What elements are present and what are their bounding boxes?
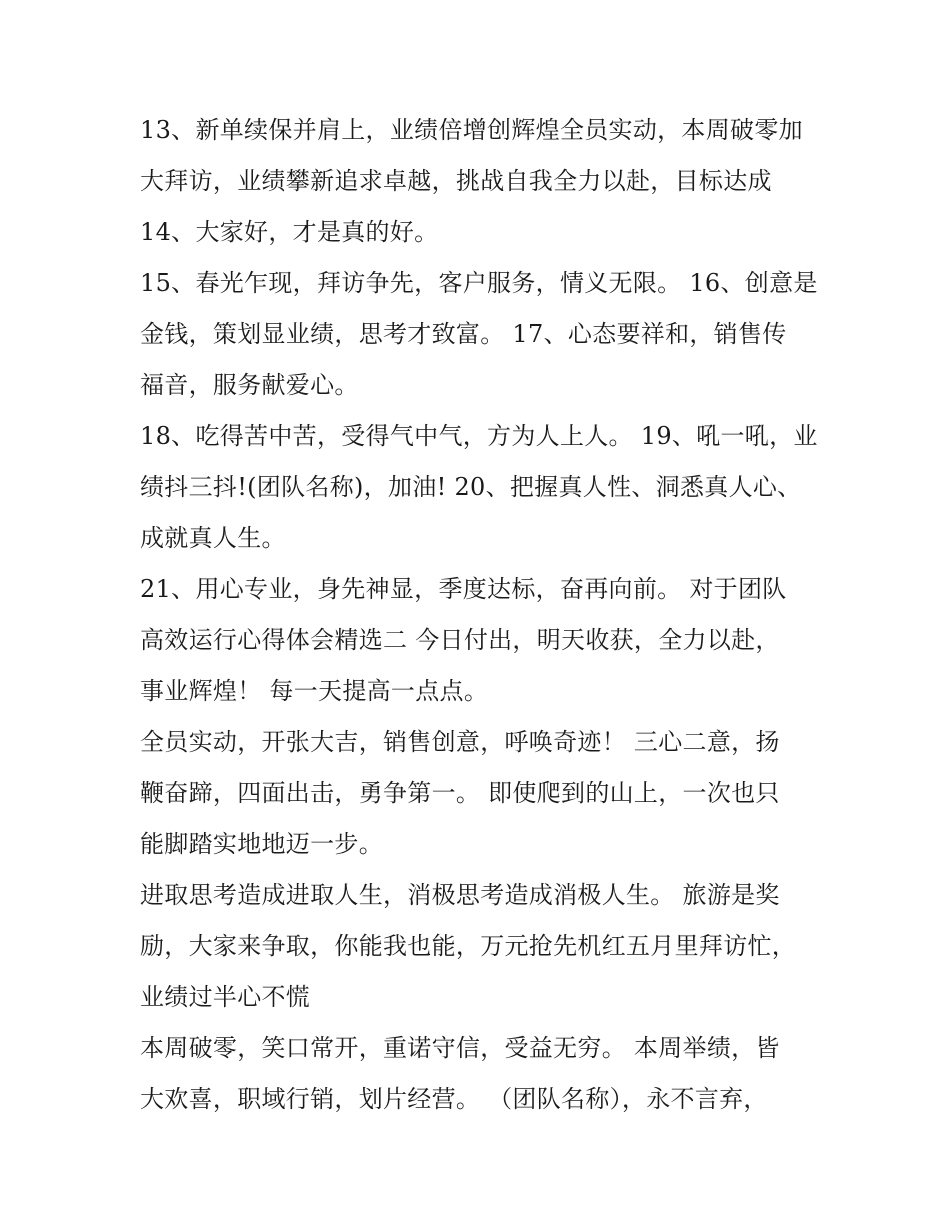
text-line: 鞭奋蹄，四面出击，勇争第一。 即使爬到的山上，一次也只: [140, 779, 780, 807]
text-line: 13、新单续保并肩上，业绩倍增创辉煌全员实动，本周破零加: [140, 116, 803, 144]
text-line: 业绩过半心不慌: [140, 983, 311, 1011]
text-line: 励，大家来争取，你能我也能，万元抢先机红五月里拜访忙，: [140, 932, 797, 960]
text-line: 14、大家好，才是真的好。: [140, 218, 439, 246]
text-line: 成就真人生。: [140, 524, 286, 552]
document-body: [140, 105, 830, 1125]
text-line: 事业辉煌！ 每一天提高一点点。: [140, 677, 489, 705]
text-line: 福音，服务献爱心。: [140, 371, 359, 399]
text-line: 15、春光乍现，拜访争先，客户服务，情义无限。 16、创意是: [140, 269, 818, 297]
text-line: 大欢喜，职域行销，划片经营。 （团队名称），永不言弃，: [140, 1085, 768, 1113]
text-line: 21、用心专业，身先神显，季度达标，奋再向前。 对于团队: [140, 575, 787, 603]
text-line: 18、吃得苦中苦，受得气中气，方为人上人。 19、吼一吼，业: [140, 422, 818, 450]
text-line: 绩抖三抖!(团队名称)，加油! 20、把握真人性、洞悉真人心、: [140, 473, 802, 501]
text-line: 能脚踏实地地迈一步。: [140, 830, 383, 858]
text-line: 进取思考造成进取人生，消极思考造成消极人生。 旅游是奖: [140, 881, 780, 909]
text-line: 高效运行心得体会精选二 今日付出，明天收获，全力以赴，: [140, 626, 780, 654]
text-line: 大拜访，业绩攀新追求卓越，挑战自我全力以赴，目标达成: [140, 167, 772, 195]
text-line: 金钱，策划显业绩，思考才致富。 17、心态要祥和，销售传: [140, 320, 787, 348]
text-line: 全员实动，开张大吉，销售创意，呼唤奇迹！ 三心二意，扬: [140, 728, 780, 756]
text-line: 本周破零，笑口常开，重诺守信，受益无穷。 本周举绩，皆: [140, 1034, 780, 1062]
